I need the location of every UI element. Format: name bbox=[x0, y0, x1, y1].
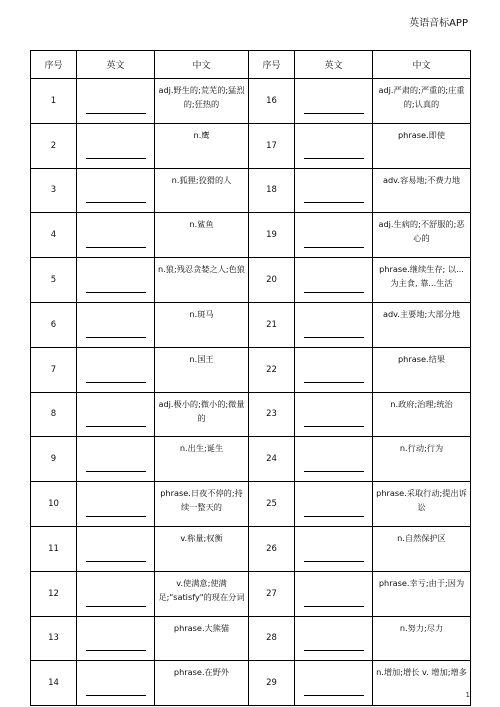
chinese-definition-cell bbox=[373, 347, 471, 392]
blank-line bbox=[304, 426, 364, 427]
english-answer-blank[interactable] bbox=[77, 392, 155, 437]
english-answer-blank[interactable] bbox=[295, 123, 373, 168]
blank-line bbox=[304, 202, 364, 203]
chinese-definition-cell bbox=[155, 168, 249, 213]
row-number: 26 bbox=[249, 526, 295, 571]
row-number: 29 bbox=[249, 661, 295, 706]
chinese-definition-cell bbox=[155, 437, 249, 482]
row-number: 10 bbox=[31, 482, 77, 527]
blank-line bbox=[86, 337, 146, 338]
chinese-definition: n.鲨鱼 bbox=[189, 219, 214, 230]
english-answer-blank[interactable] bbox=[77, 616, 155, 661]
row-number: 27 bbox=[249, 571, 295, 616]
blank-line bbox=[304, 471, 364, 472]
row-number: 5 bbox=[31, 258, 77, 303]
vocabulary-table bbox=[30, 50, 471, 706]
chinese-definition-cell bbox=[373, 661, 471, 706]
chinese-definition: v.称量;权衡 bbox=[180, 532, 223, 543]
row-number: 18 bbox=[249, 168, 295, 213]
chinese-definition: adv.容易地;不费力地 bbox=[382, 174, 461, 185]
table-row bbox=[31, 437, 471, 482]
row-number: 23 bbox=[249, 392, 295, 437]
english-answer-blank[interactable] bbox=[295, 79, 373, 124]
chinese-definition-cell bbox=[155, 616, 249, 661]
blank-line bbox=[86, 695, 146, 696]
blank-line bbox=[86, 202, 146, 203]
row-number: 4 bbox=[31, 213, 77, 258]
blank-line bbox=[304, 292, 364, 293]
table-row bbox=[31, 302, 471, 347]
chinese-definition-cell bbox=[373, 571, 471, 616]
chinese-definition: n.狐狸;狡猾的人 bbox=[171, 174, 232, 185]
header-english: 英文 bbox=[77, 51, 155, 79]
english-answer-blank[interactable] bbox=[77, 347, 155, 392]
chinese-definition: phrase.幸亏;由于;因为 bbox=[378, 577, 465, 588]
chinese-definition: adv.主要地;大部分地 bbox=[382, 308, 461, 319]
chinese-definition: phrase.大熊猫 bbox=[173, 622, 230, 633]
row-number: 12 bbox=[31, 571, 77, 616]
chinese-definition: phrase.即使 bbox=[397, 129, 446, 140]
chinese-definition-cell bbox=[155, 258, 249, 303]
chinese-definition: n.增加;增长 v. 增加;增多 bbox=[376, 667, 467, 678]
table-row bbox=[31, 482, 471, 527]
english-answer-blank[interactable] bbox=[295, 526, 373, 571]
header-number: 序号 bbox=[249, 51, 295, 79]
blank-line bbox=[304, 695, 364, 696]
chinese-definition: phrase.结果 bbox=[397, 353, 446, 364]
blank-line bbox=[86, 113, 146, 114]
row-number: 16 bbox=[249, 79, 295, 124]
chinese-definition: n.鹰 bbox=[193, 129, 210, 140]
table-row bbox=[31, 392, 471, 437]
blank-line bbox=[304, 158, 364, 159]
english-answer-blank[interactable] bbox=[77, 661, 155, 706]
row-number: 2 bbox=[31, 123, 77, 168]
english-answer-blank[interactable] bbox=[295, 258, 373, 303]
blank-line bbox=[304, 247, 364, 248]
table-row bbox=[31, 258, 471, 303]
blank-line bbox=[86, 247, 146, 248]
chinese-definition-cell bbox=[373, 123, 471, 168]
english-answer-blank[interactable] bbox=[295, 347, 373, 392]
chinese-definition-cell bbox=[373, 482, 471, 527]
blank-line bbox=[304, 516, 364, 517]
row-number: 25 bbox=[249, 482, 295, 527]
english-answer-blank[interactable] bbox=[77, 526, 155, 571]
chinese-definition: n.政府;治理;统治 bbox=[390, 398, 453, 409]
blank-line bbox=[86, 561, 146, 562]
header-chinese: 中文 bbox=[155, 51, 249, 79]
blank-line bbox=[304, 113, 364, 114]
english-answer-blank[interactable] bbox=[77, 79, 155, 124]
table-row bbox=[31, 347, 471, 392]
chinese-definition: n.行动;行为 bbox=[399, 443, 444, 454]
chinese-definition-cell bbox=[155, 571, 249, 616]
chinese-definition: adj.严肃的;严重的;庄重的;认真的 bbox=[378, 85, 465, 109]
chinese-definition-cell bbox=[373, 79, 471, 124]
row-number: 28 bbox=[249, 616, 295, 661]
chinese-definition-cell bbox=[155, 526, 249, 571]
chinese-definition: adj.生病的;不舒服的;恶心的 bbox=[378, 219, 465, 244]
header-english: 英文 bbox=[295, 51, 373, 79]
chinese-definition: phrase.继续生存; 以...为主食, 靠...生活 bbox=[379, 264, 464, 289]
table-row bbox=[31, 213, 471, 258]
chinese-definition-cell bbox=[155, 661, 249, 706]
blank-line bbox=[86, 292, 146, 293]
english-answer-blank[interactable] bbox=[77, 571, 155, 616]
english-answer-blank[interactable] bbox=[77, 123, 155, 168]
english-answer-blank[interactable] bbox=[295, 392, 373, 437]
chinese-definition-cell bbox=[373, 213, 471, 258]
blank-line bbox=[86, 650, 146, 651]
english-answer-blank[interactable] bbox=[77, 302, 155, 347]
header-chinese: 中文 bbox=[373, 51, 471, 79]
chinese-definition: adj.野生的;荒芜的;猛烈的;狂热的 bbox=[158, 85, 245, 109]
table-row bbox=[31, 616, 471, 661]
blank-line bbox=[86, 471, 146, 472]
english-answer-blank[interactable] bbox=[295, 437, 373, 482]
row-number: 21 bbox=[249, 302, 295, 347]
chinese-definition: n.努力;尽力 bbox=[399, 622, 444, 633]
english-answer-blank[interactable] bbox=[77, 258, 155, 303]
page-number: 1 bbox=[465, 691, 470, 699]
english-answer-blank[interactable] bbox=[295, 661, 373, 706]
blank-line bbox=[86, 606, 146, 607]
english-answer-blank[interactable] bbox=[77, 482, 155, 527]
chinese-definition: phrase.日夜不停的;持续一整天的 bbox=[160, 488, 243, 513]
english-answer-blank[interactable] bbox=[295, 482, 373, 527]
table-row bbox=[31, 79, 471, 124]
english-answer-blank[interactable] bbox=[77, 437, 155, 482]
table-row bbox=[31, 571, 471, 616]
app-brand: 英语音标APP bbox=[409, 18, 468, 29]
blank-line bbox=[86, 382, 146, 383]
blank-line bbox=[86, 158, 146, 159]
chinese-definition-cell bbox=[155, 347, 249, 392]
chinese-definition: n.狼;残忍贪婪之人;色狼 bbox=[158, 264, 245, 275]
row-number: 19 bbox=[249, 213, 295, 258]
chinese-definition-cell bbox=[373, 168, 471, 213]
chinese-definition-cell bbox=[155, 482, 249, 527]
row-number: 14 bbox=[31, 661, 77, 706]
chinese-definition-cell bbox=[373, 616, 471, 661]
table-header-row bbox=[31, 51, 471, 79]
chinese-definition-cell bbox=[373, 258, 471, 303]
table-row bbox=[31, 168, 471, 213]
row-number: 24 bbox=[249, 437, 295, 482]
english-answer-blank[interactable] bbox=[295, 302, 373, 347]
row-number: 8 bbox=[31, 392, 77, 437]
chinese-definition: n.自然保护区 bbox=[397, 532, 446, 543]
row-number: 17 bbox=[249, 123, 295, 168]
chinese-definition-cell bbox=[373, 392, 471, 437]
blank-line bbox=[86, 516, 146, 517]
chinese-definition-cell bbox=[155, 302, 249, 347]
row-number: 13 bbox=[31, 616, 77, 661]
blank-line bbox=[304, 382, 364, 383]
chinese-definition-cell bbox=[155, 213, 249, 258]
blank-line bbox=[86, 426, 146, 427]
chinese-definition: phrase.在野外 bbox=[173, 667, 230, 678]
english-answer-blank[interactable] bbox=[77, 168, 155, 213]
chinese-definition: phrase.采取行动;提出诉讼 bbox=[376, 488, 467, 513]
chinese-definition-cell bbox=[373, 437, 471, 482]
english-answer-blank[interactable] bbox=[77, 213, 155, 258]
chinese-definition: v.使满意;使满足;"satisfy"的现在分词 bbox=[158, 577, 245, 602]
row-number: 7 bbox=[31, 347, 77, 392]
blank-line bbox=[304, 337, 364, 338]
row-number: 6 bbox=[31, 302, 77, 347]
blank-line bbox=[304, 650, 364, 651]
row-number: 11 bbox=[31, 526, 77, 571]
row-number: 3 bbox=[31, 168, 77, 213]
row-number: 22 bbox=[249, 347, 295, 392]
english-answer-blank[interactable] bbox=[295, 571, 373, 616]
blank-line bbox=[304, 606, 364, 607]
header-number: 序号 bbox=[31, 51, 77, 79]
chinese-definition-cell bbox=[155, 123, 249, 168]
chinese-definition-cell bbox=[373, 302, 471, 347]
table-row bbox=[31, 661, 471, 706]
english-answer-blank[interactable] bbox=[295, 616, 373, 661]
table-row bbox=[31, 123, 471, 168]
row-number: 20 bbox=[249, 258, 295, 303]
chinese-definition: adj.极小的;微小的;微量的 bbox=[158, 398, 245, 423]
row-number: 9 bbox=[31, 437, 77, 482]
chinese-definition: n.出生;诞生 bbox=[179, 443, 224, 454]
table-row bbox=[31, 526, 471, 571]
chinese-definition-cell bbox=[155, 392, 249, 437]
blank-line bbox=[304, 561, 364, 562]
chinese-definition: n.国王 bbox=[189, 353, 214, 364]
row-number: 1 bbox=[31, 79, 77, 124]
chinese-definition-cell bbox=[155, 79, 249, 124]
english-answer-blank[interactable] bbox=[295, 213, 373, 258]
chinese-definition: n.斑马 bbox=[189, 308, 214, 319]
chinese-definition-cell bbox=[373, 526, 471, 571]
english-answer-blank[interactable] bbox=[295, 168, 373, 213]
